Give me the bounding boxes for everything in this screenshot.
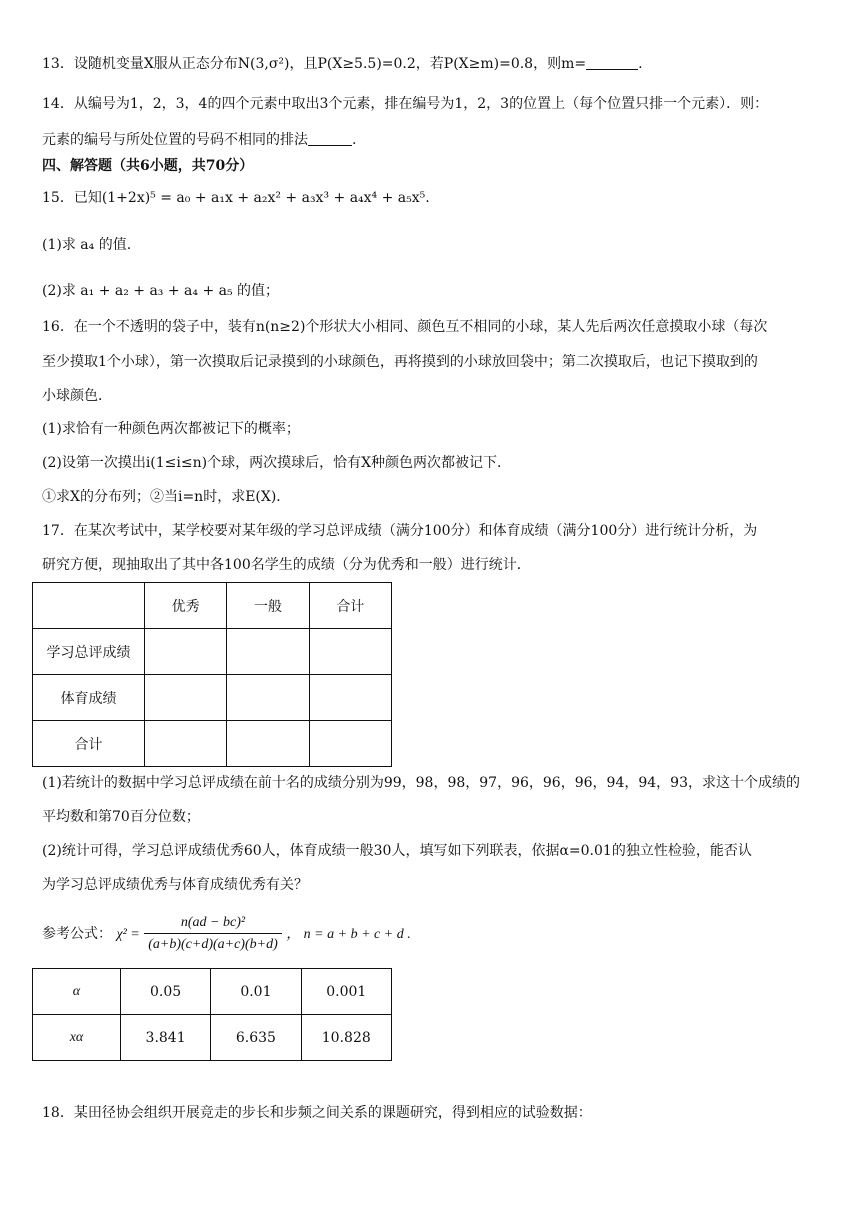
- table-header-row: [33, 583, 392, 629]
- question-17-line-1: 17．在某次考试中，某学校要对某年级的学习总评成绩（满分100分）和体育成绩（满分100分）进行统计分析，为: [42, 523, 758, 539]
- question-13-text: 13．设随机变量X服从正态分布N(3,σ²)，且P(X≥5.5)=0.2，若P(X≥m)=0.8，则m=: [42, 56, 587, 72]
- table-cell: [227, 629, 309, 675]
- formula-lhs: χ² =: [116, 927, 140, 942]
- answer-blank: [308, 131, 352, 146]
- section-heading: 四、解答题（共6小题，共70分）: [42, 158, 254, 174]
- table-row: [33, 721, 392, 767]
- question-15-part-1: (1)求 a₄ 的值.: [42, 237, 132, 253]
- table-cell: 学习总评成绩: [33, 629, 145, 675]
- table-cell: 0.01: [211, 969, 301, 1015]
- table-row: [33, 1015, 392, 1061]
- table-row: [33, 969, 392, 1015]
- question-17-part-2-line-1: (2)统计可得，学习总评成绩优秀60人，体育成绩一般30人，填写如下列联表，依据α=0.01的独立性检验，能否认: [42, 843, 752, 859]
- question-17-part-1-line-2: 平均数和第70百分位数；: [42, 809, 200, 825]
- question-18-line-1: 18．某田径协会组织开展竞走的步长和步频之间关系的课题研究，得到相应的试验数据：: [42, 1105, 592, 1121]
- table-cell: [33, 583, 145, 629]
- table-cell: 0.001: [301, 969, 391, 1015]
- formula-denominator: (a+b)(c+d)(a+c)(b+d): [148, 936, 278, 952]
- table-cell: 0.05: [120, 969, 210, 1015]
- contingency-table: [32, 582, 392, 767]
- table-cell: [145, 629, 227, 675]
- question-16-part-2: (2)设第一次摸出i(1≤i≤n)个球，两次摸球后，恰有X种颜色两次都被记下．: [42, 455, 512, 471]
- question-14-line-1: 14．从编号为1，2，3，4的四个元素中取出3个元素，排在编号为1，2，3的位置上（每个位置只排一个元素）．则：: [42, 96, 769, 112]
- question-17-line-2: 研究方便，现抽取出了其中各100名学生的成绩（分为优秀和一般）进行统计．: [42, 557, 531, 573]
- table-cell: [309, 675, 391, 721]
- table-cell: [309, 721, 391, 767]
- table-cell: [145, 675, 227, 721]
- table-row: [33, 629, 392, 675]
- question-14-line-2: 元素的编号与所处位置的号码不相同的排法 .: [42, 132, 357, 148]
- answer-blank: [586, 55, 638, 70]
- question-16-part-3: ①求X的分布列；②当i=n时，求E(X)．: [42, 489, 291, 505]
- table-cell: 体育成绩: [33, 675, 145, 721]
- question-15-part-2: (2)求 a₁ + a₂ + a₃ + a₄ + a₅ 的值；: [42, 283, 280, 299]
- table-cell: xα: [33, 1015, 121, 1061]
- reference-formula: [42, 911, 411, 958]
- formula-numerator: n(ad − bc)²: [144, 913, 282, 934]
- table-cell: 合计: [33, 721, 145, 767]
- table-cell: 一般: [227, 583, 309, 629]
- table-row: [33, 675, 392, 721]
- table-cell: [309, 629, 391, 675]
- table-cell: 3.841: [120, 1015, 210, 1061]
- table-cell: 合计: [309, 583, 391, 629]
- table-cell: [227, 721, 309, 767]
- critical-value-table: [32, 968, 392, 1061]
- question-16-line-1: 16．在一个不透明的袋子中，装有n(n≥2)个形状大小相同、颜色互不相同的小球，某人先后两次任意摸取小球（每次: [42, 319, 768, 335]
- question-17-part-2-line-2: 为学习总评成绩优秀与体育成绩优秀有关？: [42, 877, 308, 893]
- question-16-line-3: 小球颜色．: [42, 388, 112, 404]
- question-17-part-1-line-1: (1)若统计的数据中学习总评成绩在前十名的成绩分别为99，98，98，97，96，96，96，94，94，93，求这十个成绩的: [42, 775, 800, 791]
- question-15-stem: 15．已知(1+2x)⁵ = a₀ + a₁x + a₂x² + a₃x³ + a₄x⁴ + a₅x⁵.: [42, 190, 430, 206]
- table-cell: 6.635: [211, 1015, 301, 1061]
- formula-tail: ， n = a + b + c + d .: [286, 927, 411, 942]
- formula-label: 参考公式：: [42, 926, 112, 942]
- question-16-part-1: (1)求恰有一种颜色两次都被记下的概率；: [42, 421, 300, 437]
- question-16-line-2: 至少摸取1个小球），第一次摸取后记录摸到的小球颜色，再将摸到的小球放回袋中；第二次摸取后，也记下摸取到的: [42, 354, 758, 370]
- table-cell: [145, 721, 227, 767]
- table-cell: 10.828: [301, 1015, 391, 1061]
- table-cell: [227, 675, 309, 721]
- table-cell: 优秀: [145, 583, 227, 629]
- table-cell: α: [33, 969, 121, 1015]
- formula-fraction: [144, 913, 282, 956]
- question-13: 13．设随机变量X服从正态分布N(3,σ²)，且P(X≥5.5)=0.2，若P(X≥m)=0.8，则m= .: [42, 56, 643, 72]
